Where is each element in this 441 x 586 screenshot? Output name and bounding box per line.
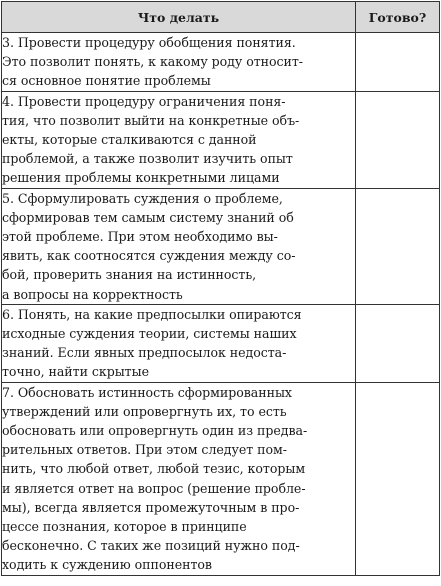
table-row (2, 188, 440, 304)
task-cell: 6. Понять, на какие предпосылки опираются исходные суждения теории, системы наших знаний. Если явных предпосылок недоста- точно, найти скрытые (2, 304, 356, 382)
header-task: Что делать (2, 2, 356, 33)
task-cell: 3. Провести процедуру обобщения понятия. Это позволит понять, к какому роду относит- ся основное понятие проблемы (2, 33, 356, 92)
task-cell: 7. Обосновать истинность сформированных утверждений или опровергнуть их, то есть обосновать или опровергнуть один из предва- рительных ответов. При этом следует пом- нить, что любой ответ, любой тезис, которым и является ответ на вопрос (решение пробле- мы), всегда является промежуточным в про- цессе познания, которое в принципе бесконечно. С таких же позиций нужно под- ходить к суждению оппонентов (2, 382, 356, 575)
done-cell[interactable] (356, 382, 440, 575)
done-cell[interactable] (356, 91, 440, 188)
table-row (2, 382, 440, 575)
table-row (2, 91, 440, 188)
checklist-table (1, 1, 440, 576)
task-cell: 4. Провести процедуру ограничения поня- тия, что позволит выйти на конкретные объ- екты, которые сталкиваются с данной проблемой, а также позволит изучить опыт решения проблемы конкретными лицами (2, 91, 356, 188)
table-row (2, 304, 440, 382)
table-row (2, 33, 440, 92)
done-cell[interactable] (356, 188, 440, 304)
header-done: Готово? (356, 2, 440, 33)
task-cell: 5. Сформулировать суждения о проблеме, сформировав тем самым систему знаний об этой проблеме. При этом необходимо вы- явить, как соотносятся суждения между со- бой, проверить знания на истинность, а вопросы на корректность (2, 188, 356, 304)
header-row (2, 2, 440, 33)
done-cell[interactable] (356, 33, 440, 92)
done-cell[interactable] (356, 304, 440, 382)
